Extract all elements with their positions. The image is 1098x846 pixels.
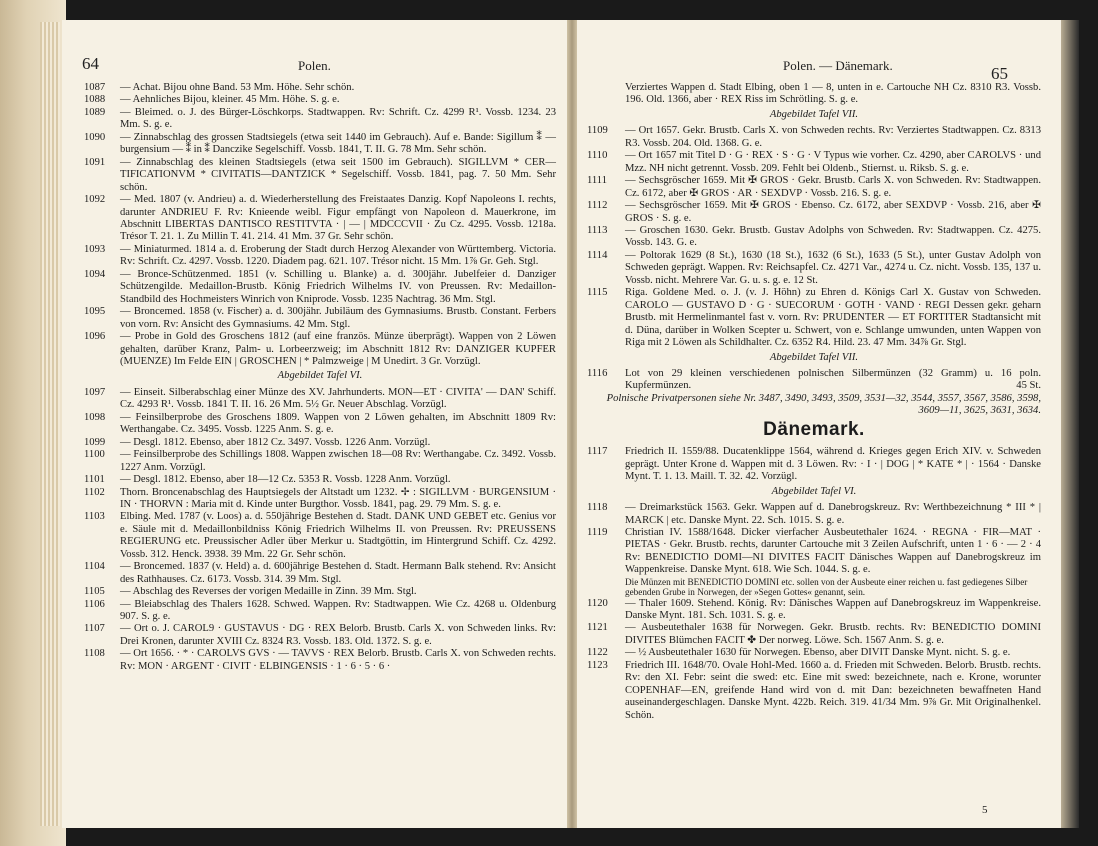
lot-description: — Zinnabschlag des kleinen Stadtsiegels (etwa seit 1500 im Gebrauch). SIGILLVM * CER—TIFICATIONVM * CIVITATIS—DANTZICK * Segelschiff. Vossb. 1841, pag. 7. 50 Mm. Sehr schön. (120, 156, 556, 193)
lot-description: Friedrich II. 1559/88. Ducatenklippe 1564, während d. Krieges gegen Erich XIV. v. Schweden geprägt. Unter Krone d. Wappen mit d. 3 Löwen. Rv: · I · | DOG | * KATE * | · 1564 · Danske Mynt. T. 1. 13. Maill. T. 32. 42. Vorzügl. (625, 446, 1041, 483)
signature-mark: 5 (982, 804, 988, 816)
lot-number: 1116 (587, 367, 608, 379)
catalog-entry (84, 599, 556, 624)
lot-description: — Broncemed. 1858 (v. Fischer) a. d. 300jähr. Jubiläum des Gymnasiums. Brustb. Constant. Ferbers von vorn. Rv: Ansicht des Gymnasiums. 42 Mm. Stgl. (120, 306, 556, 330)
lot-number: 1094 (84, 268, 106, 280)
lot-number: 1103 (84, 511, 105, 523)
lot-number: 1121 (587, 622, 608, 634)
lot-description: — Miniaturmed. 1814 a. d. Eroberung der Stadt durch Herzog Alexander von Württemberg. Victoria. Rv: Schrift. Cz. 4297. Vossb. 1220. Diadem pag. 621. 107. Trésor nicht. 15 Mm. 1⅞ Gr. Geh. Stgl. (120, 243, 556, 268)
catalog-entry (84, 648, 556, 673)
lot-description: — Feinsilberprobe des Schillings 1808. Wappen zwischen 18—08 Rv: Werthangabe. Cz. 3492. Vossb. 1227 Anm. Vorzügl. (120, 449, 556, 473)
lot-description: — Poltorak 1629 (8 St.), 1630 (18 St.), 1632 (6 St.), 1633 (5 St.), unter Gustav Adolph von Schweden geprägt. Wappen. Rv: Reichsapfel. Cz. 4271 Var., 4274 u. Cz. nicht. Vossb. 135, 137 u. Vossb. nicht. Mehrere Var. G. u. s. g. e. 12 St. (625, 249, 1041, 286)
lot-number: 1112 (587, 200, 608, 212)
lot-description: — Dreimarkstück 1563. Gekr. Wappen auf d. Danebrogskreuz. Rv: Werthbezeichnung * III * | MARCK | etc. Danske Mynt. 22. Sch. 1015. S. g. e. (625, 502, 1041, 526)
catalog-entry (84, 194, 556, 244)
catalog-entry (587, 150, 1041, 175)
catalog-entry (587, 175, 1041, 200)
lot-description: — Einseit. Silberabschlag einer Münze des XV. Jahrhunderts. MON—ET · CIVITA' — DAN' Schiff. Cz. 4293 R¹. Vossb. 1841 T. II. 16. 26 Mm. 5½ Gr. Neuer Abschlag. Vorzügl. (120, 386, 556, 411)
lot-number: 1106 (84, 598, 105, 610)
lot-number: 1090 (84, 131, 106, 143)
left-column (84, 82, 556, 673)
lot-number: 1098 (84, 411, 106, 423)
lot-number: 1104 (84, 561, 105, 573)
catalog-entry (84, 157, 556, 194)
catalog-entry (84, 412, 556, 437)
lot-number: 1102 (84, 486, 105, 498)
catalog-entry (84, 474, 556, 486)
lot-number: 1089 (84, 106, 106, 118)
lot-description: — Broncemed. 1837 (v. Held) a. d. 600jährige Bestehen d. Stadt. Hermann Balk stehend. Rv: Ansicht des Rathhauses. Cz. 6173. Vossb. 314. 39 Mm. Stgl. (120, 561, 556, 585)
catalog-entry (84, 94, 556, 106)
catalog-entry (587, 200, 1041, 225)
lot-description: — Feinsilberprobe des Groschens 1809. Wappen von 2 Löwen gehalten, im Abschnitt 1809 Rv: Werthangabe. Cz. 3495. Vossb. 1225 Anm. S. g. e. (120, 411, 556, 436)
lot-number: 1113 (587, 224, 608, 236)
catalog-entry (84, 107, 556, 132)
lot-description: — Aehnliches Bijou, kleiner. 45 Mm. Höhe. S. g. e. (120, 94, 340, 106)
lot-description: — Zinnabschlag des grossen Stadtsiegels (etwa seit 1440 im Gebrauch). Auf e. Bande: Sigillum ⁑ — burgensium — ⁑ in ⁑ Danczike Segelschiff. Vossb. 1841, T. II. G. 78 Mm. Sehr schön. (120, 131, 556, 156)
book-edge-right (1061, 20, 1079, 828)
page-edges (40, 22, 60, 826)
lot-number: 1099 (84, 436, 106, 448)
lot-description: — Ort 1657 mit Titel D · G · REX · S · G · V Typus wie vorher. Cz. 4290, aber CAROLVS · und Mzz. NH nicht getrennt. Vossb. 209. Fehlt bei Oldenb., Stiernst. u. Riksb. S. g. e. (625, 150, 1041, 174)
plate-reference: Abgebildet Tafel VII. (769, 108, 859, 120)
catalog-entry (84, 244, 556, 269)
catalog-entry (587, 502, 1041, 527)
page-number: 65 (991, 64, 1008, 83)
lot-description: Elbing. Med. 1787 (v. Loos) a. d. 550jährige Bestehen d. Stadt. DANK UND GEBET etc. Genius vor e. Säule mit d. Medaillonbildniss König Friedrich Wilhelms II. von Preussen. Rv: PREUSSENS REGIERUNG etc. Preussischer Adler über Merkur u. Stadtgöttin, im Hintergrund Schiff. Cz. 4292. Vossb. 312. Henck. 3938. 39 Mm. 22 Gr. Sehr schön. (120, 511, 556, 560)
lot-description: — Ausbeutethaler 1638 für Norwegen. Gekr. Brustb. rechts. Rv: BENEDICTIO DOMINI DIVITES Blümchen FACIT ✤ Der norweg. Löwe. Sch. 1567 Anm. S. g. e. (625, 622, 1041, 646)
lot-number: 1107 (84, 623, 105, 635)
catalog-entry (587, 225, 1041, 250)
page-number: 64 (82, 54, 99, 73)
lot-number: 1111 (587, 175, 608, 187)
catalog-entry (587, 647, 1041, 659)
running-header: Polen. — Dänemark. (783, 58, 893, 73)
catalog-entry (587, 287, 1041, 349)
cross-reference (587, 393, 1041, 418)
lot-description: — Desgl. 1812. Ebenso, aber 1812 Cz. 3497. Vossb. 1226 Anm. Vorzügl. (120, 436, 431, 448)
running-header: Polen. (298, 58, 331, 73)
lot-number: 1088 (84, 94, 106, 106)
catalog-entry (84, 623, 556, 648)
catalog-entry (587, 622, 1041, 647)
lot-number: 1096 (84, 331, 106, 343)
catalog-entry (84, 132, 556, 157)
lot-description: — Ort 1657. Gekr. Brustb. Carls X. von Schweden rechts. Rv: Verziertes Stadtwappen. Cz. 8313 R3. Vossb. 204. Old. 1368. G. e. (625, 125, 1041, 149)
lot-number: 1091 (84, 156, 106, 168)
lot-text: Lot von 29 kleinen verschiedenen polnischen Silbermünzen (32 Gramm) u. 16 poln. Kupfermünzen. (625, 367, 1041, 392)
catalog-entry (587, 598, 1041, 623)
plate-reference: Abgebildet Tafel VII. (769, 351, 859, 363)
lot-description: — Achat. Bijou ohne Band. 53 Mm. Höhe. Sehr schön. (120, 82, 355, 93)
catalog-entry (84, 586, 556, 598)
lot-number: 1095 (84, 306, 106, 318)
catalog-entry (587, 250, 1041, 287)
lot-number: 1119 (587, 526, 608, 538)
plate-reference: Abgebildet Tafel VI. (771, 485, 857, 497)
continued-description: Verziertes Wappen d. Stadt Elbing, oben 1 — 8, unten in e. Cartouche NH Cz. 8310 R3. Vossb. 196. Old. 1366, aber · REX Riss im Schrötling. S. g. e. (625, 82, 1041, 106)
footnote: Die Münzen mit BENEDICTIO DOMINI etc. sollen von der Ausbeute einer reichen u. fast gediegenes Silber gebenden Grube in Norwegen, der »Segen Gottes« genannt, sein. (625, 576, 1028, 598)
lot-number: 1109 (587, 125, 608, 137)
lot-number: 1100 (84, 449, 105, 461)
lot-description: — ½ Ausbeutethaler 1630 für Norwegen. Ebenso, aber DIVIT Danske Mynt. nicht. S. g. e. (625, 647, 1011, 659)
catalog-entry (84, 82, 556, 94)
catalog-entry (587, 446, 1041, 483)
lot-description: — Probe in Gold des Groschens 1812 (auf eine französ. Münze überprägt). Wappen von 2 Löwen gehalten, darüber Kranz, Palm- u. Lorbeerzweig; im Abschnitt 1812 Rv: DANZIGER KUPFER (MUENZE) Im Felde EIN | GROSCHEN | * Palmzweige | M Unedirt. 3 Gr. Vorzügl. (120, 331, 556, 367)
section-heading: Dänemark. (763, 418, 865, 440)
book-gutter (567, 20, 577, 828)
catalog-entry (84, 511, 556, 561)
lot-description: Thorn. Broncenabschlag des Hauptsiegels der Altstadt um 1232. ✢ : SIGILLVM · BURGENSIUM · IN · THORVN : Maria mit d. Kinde unter Burgthor. Vossb. 1841, pag. 29. 79 Mm. S. g. e. (120, 486, 556, 510)
lot-description: Riga. Goldene Med. o. J. (v. J. Höhn) zu Ehren d. Königs Carl X. Gustav von Schweden. CAROLO — GUSTAVO D · G · SUECORUM · GOTH · VAND · REGI Dessen gekr. geharn Brustb. mit Hermelinmantel fast v. vorn. Rv: PRUDENTER — ET FORTITER Stadtansicht mit d. Düna, darüber in Wolken Scepter u. Schwert, von e. Schlange umwunden, unten Wappen von Riga mit 2 Löwen als Schildhalter. Cz. 6352 R4. Hild. 23. 47 Mm. 34⅞ Gr. Stgl. (625, 287, 1041, 349)
lot-count: 45 St. (1016, 380, 1041, 392)
lot-description: — Ort o. J. CAROL9 · GUSTAVUS · DG · REX Belorb. Brustb. Carls X. von Schweden links. Rv: Drei Kronen, darunter XVIII Cz. 8324 R3. Vossb. 183. Old. 1372. S. g. e. (120, 623, 556, 647)
cross-reference-title: Polnische Privatpersonen siehe Nr. (606, 392, 757, 404)
lot-number: 1118 (587, 502, 608, 514)
lot-description: — Sechsgröscher 1659. Mit ✠ GROS · Ebenso. Cz. 6172, aber SEXDVP · Vossb. 216, aber ✠ GROS · S. g. e. (625, 200, 1041, 224)
catalog-entry (84, 387, 556, 412)
lot-description: — Thaler 1609. Stehend. König. Rv: Dänisches Wappen auf Danebrogskreuz im Wappenkreise. Danske Mynt. 181. Sch. 1031. S. g. e. (625, 597, 1041, 622)
catalog-entry (84, 449, 556, 474)
lot-number: 1093 (84, 243, 106, 255)
lot-description: — Ort 1656. · * · CAROLVS GVS · — TAVVS · REX Belorb. Brustb. Carls X. von Schweden rechts. Rv: MON · ARGENT · CIVIT · ELBINGENSIS · 1 · 6 · 5 · 6 · (120, 648, 556, 672)
catalog-entry (84, 306, 556, 331)
lot-description: — Bleimed. o. J. des Bürger-Löschkorps. Stadtwappen. Rv: Schrift. Cz. 4299 R¹. Vossb. 1234. 23 Mm. S. g. e. (120, 106, 556, 131)
lot-number: 1101 (84, 474, 105, 486)
lot-description: — Desgl. 1812. Ebenso, aber 18—12 Cz. 5353 R. Vossb. 1228 Anm. Vorzügl. (120, 474, 451, 486)
lot-description (625, 368, 1041, 393)
catalog-entry (84, 561, 556, 586)
lot-number: 1123 (587, 659, 608, 671)
catalog-entry (587, 125, 1041, 150)
lot-number: 1117 (587, 446, 608, 458)
plate-reference: Abgebildet Tafel VI. (277, 370, 363, 382)
left-page (62, 20, 567, 828)
lot-number: 1115 (587, 287, 608, 299)
lot-number: 1092 (84, 194, 106, 206)
catalog-entry (84, 269, 556, 306)
catalog-entry (84, 437, 556, 449)
lot-number: 1097 (84, 386, 106, 398)
lot-number: 1120 (587, 597, 608, 609)
lot-number: 1110 (587, 150, 608, 162)
lot-number: 1114 (587, 249, 608, 261)
right-page (577, 20, 1061, 828)
catalog-entry (587, 527, 1041, 577)
lot-description: — Groschen 1630. Gekr. Brustb. Gustav Adolphs von Schweden. Rv: Stadtwappen. Cz. 4275. Vossb. 143. G. e. (625, 224, 1041, 249)
lot-description: — Bronce-Schützenmed. 1851 (v. Schilling u. Blanke) a. d. 300jähr. Jubelfeier d. Danziger Schützengilde. Medaillon-Brustb. König Friedrich Wilhelms IV. von Preussen. Rv: Medaillon-Standbild des Hochmeisters Winrich von Kniprode. Vossb. 1235 Nachtrag. 36 Mm. Stgl. (120, 268, 556, 305)
lot-description: Christian IV. 1588/1648. Dicker vierfacher Ausbeutethaler 1624. · REGNA · FIR—MAT · PIETAS · Gekr. Brustb. rechts, darunter Cartouche mit 3 Zeilen Aufschrift, unten 1 · 6 · — 2 · 4 Rv: BENEDICTIO DOMI—NI DIVITES FACIT Dänisches Wappen auf Danebrogskreuz im Wappenkreise. Danske Mynt. 618. Wie Sch. 1044. S. g. e. (625, 526, 1041, 576)
lot-number: 1122 (587, 647, 608, 659)
right-column (587, 82, 1041, 722)
lot-number: 1108 (84, 648, 105, 660)
catalog-entry (587, 660, 1041, 722)
lot-description: — Sechsgröscher 1659. Mit ✠ GROS · Gekr. Brustb. Carls X. von Schweden. Rv: Stadtwappen. Cz. 6172, aber ✠ GROS · AR · SEXDVP · Vossb. 216. S. g. e. (625, 175, 1041, 199)
lot-description: Friedrich III. 1648/70. Ovale Hohl-Med. 1660 a. d. Frieden mit Schweden. Belorb. Brustb. rechts. Rv: den XI. Febr: seint die swed: etc. Eine mit swed: bezeichnete, nach e. Krone, worunter COPENHAF—EN, greifende Hand wird von d. mit Dan: bezeichneten bewaffneten Hand auseinandergeschlagen. Danske Mynt. 422b. Reich. 319. 41/34 Mm. 9⅞ Gr. Mit Originalhenkel. Schön. (625, 659, 1041, 721)
lot-description: — Bleiabschlag des Thalers 1628. Schwed. Wappen. Rv: Stadtwappen. Wie Cz. 4268 u. Oldenburg 907. S. g. e. (120, 598, 556, 623)
catalog-entry (84, 487, 556, 512)
lot-description: — Abschlag des Reverses der vorigen Medaille in Zinn. 39 Mm. Stgl. (120, 586, 417, 598)
book-edge (0, 0, 66, 846)
lot-number: 1105 (84, 586, 105, 598)
catalog-entry (84, 331, 556, 368)
cross-reference-numbers: 3487, 3490, 3493, 3509, 3531—32, 3544, 3557, 3567, 3586, 3598, 3609—11, 3625, 3631, 3634. (758, 392, 1041, 417)
lot-number: 1087 (84, 82, 106, 93)
catalog-entry (587, 368, 1041, 393)
lot-description: — Med. 1807 (v. Andrieu) a. d. Wiederherstellung des Freistaates Danzig. Kopf Napoleons I. rechts, darunter ANDRIEU F. Rv: Knieende weibl. Figur empfängt von Napoleon d. Mauerkrone, im Abschnitt LIBERTAS DANTISCO RESTITVTA · | — | MDCCCVII · Zu Cz. 4295. Vossb. 1218a. Trésor T. 21. 1. Zu Millin T. 41. 214. 41 Mm. 37 Gr. Sehr schön. (120, 194, 556, 243)
